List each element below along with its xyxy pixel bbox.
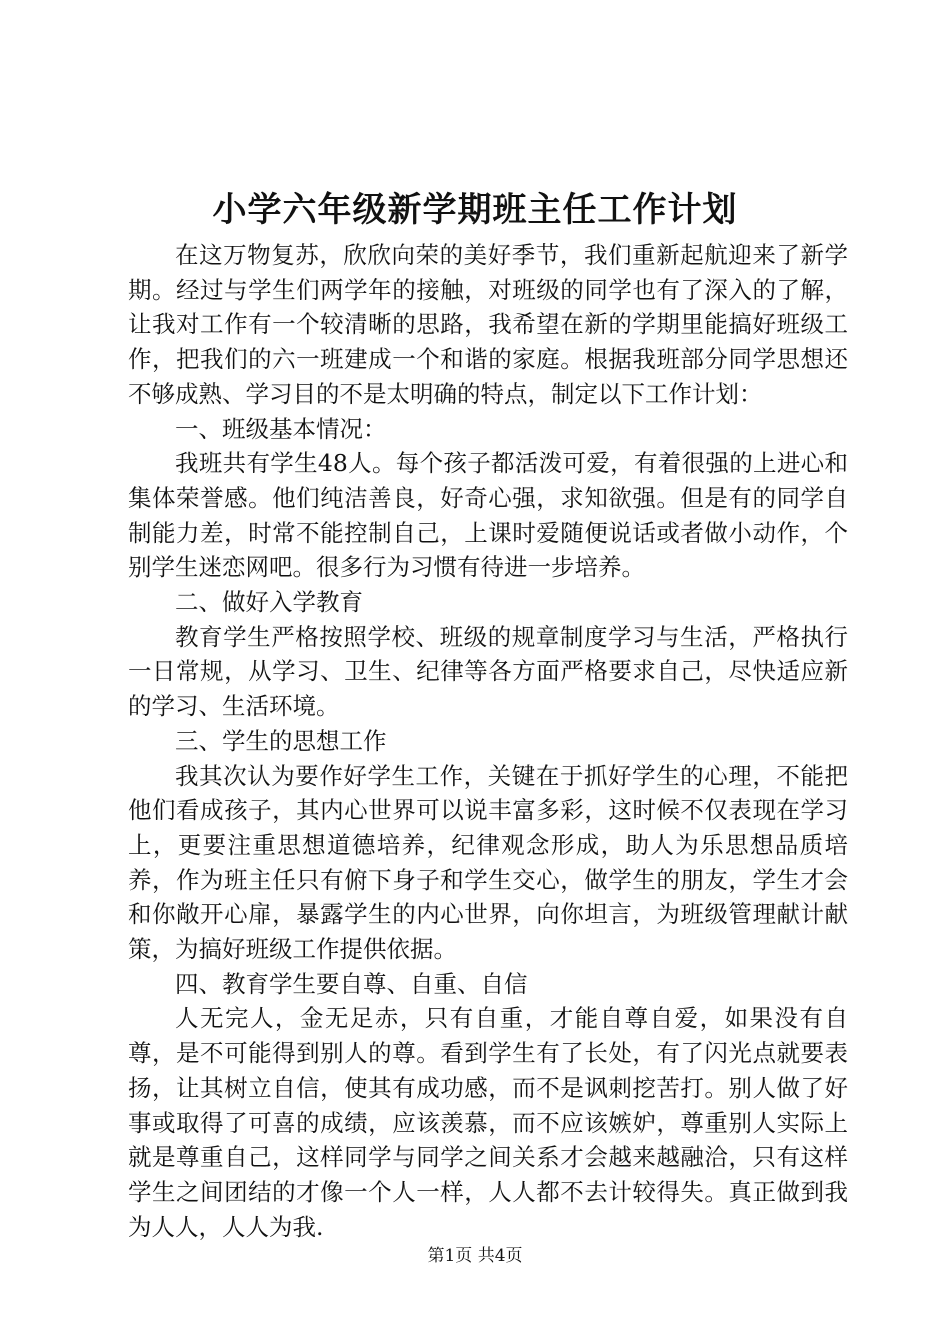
page-number-footer: 第1页 共4页 bbox=[427, 1246, 523, 1266]
section-heading-class-info: 一、班级基本情况： bbox=[175, 414, 387, 443]
paragraph-intro: 在这万物复苏，欣欣向荣的美好季节，我们重新起航迎来了新学期。经过与学生们两学年的接触，对班级的同学也有了深入的了解，让我对工作有一个较清晰的思路，我希望在新的学期里能搞好班级工作，把我们的六一班建成一个和谐的家庭。根据我班部分同学思想还不够成熟、学习目的不是太明确的特点，制定以下工作计划： bbox=[128, 241, 848, 408]
paragraph-class-info: 我班共有学生48人。每个孩子都活泼可爱，有着很强的上进心和集体荣誉感。他们纯洁善良，好奇心强，求知欲强。但是有的同学自制能力差，时常不能控制自己，上课时爱随便说话或者做小动作，个别学生迷恋网吧。很多行为习惯有待进一步培养。 bbox=[128, 449, 848, 582]
paragraph-ideological-work: 我其次认为要作好学生工作，关键在于抓好学生的心理，不能把他们看成孩子，其内心世界可以说丰富多彩，这时候不仅表现在学习上，更要注重思想道德培养，纪律观念形成，助人为乐思想品质培养，作为班主任只有俯下身子和学生交心，做学生的朋友，学生才会和你敞开心扉，暴露学生的内心世界，向你坦言，为班级管理献计献策，为搞好班级工作提供依据。 bbox=[128, 761, 848, 964]
section-heading-ideological-work: 三、学生的思想工作 bbox=[175, 726, 387, 755]
paragraph-enrollment-education: 教育学生严格按照学校、班级的规章制度学习与生活，严格执行一日常规，从学习、卫生、纪律等各方面严格要求自己，尽快适应新的学习、生活环境。 bbox=[128, 622, 848, 721]
document-body bbox=[128, 238, 848, 1244]
section-heading-enrollment-education: 二、做好入学教育 bbox=[175, 588, 363, 617]
paragraph-self-respect: 人无完人，金无足赤，只有自重，才能自尊自爱，如果没有自尊，是不可能得到别人的尊。看到学生有了长处，有了闪光点就要表扬，让其树立自信，使其有成功感，而不是讽刺挖苦打。别人做了好事或取得了可喜的成绩，应该羡慕，而不应该嫉妒，尊重别人实际上就是尊重自己，这样同学与同学之间关系才会越来越融洽，只有这样学生之间团结的才像一个人一样，人人都不去计较得失。真正做到我为人人，人人为我. bbox=[128, 1004, 848, 1241]
document-title: 小学六年级新学期班主任工作计划 bbox=[212, 190, 738, 230]
section-heading-self-respect: 四、教育学生要自尊、自重、自信 bbox=[175, 969, 528, 998]
